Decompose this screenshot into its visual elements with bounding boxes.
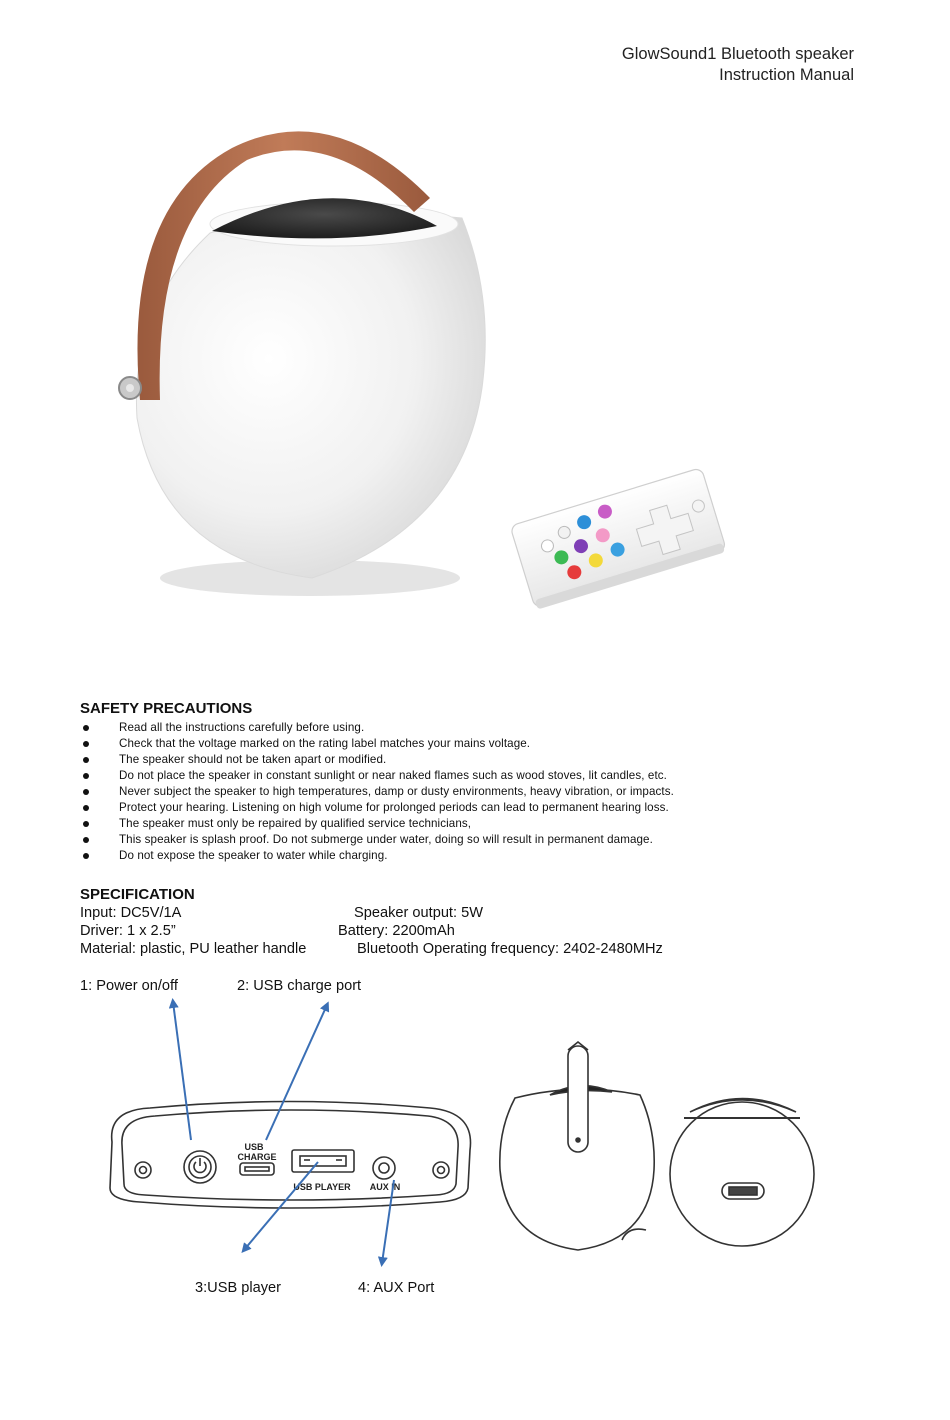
power-button-icon [184,1151,216,1183]
bullet-icon [83,725,89,731]
speaker-ball [136,198,485,578]
product-title: GlowSound1 Bluetooth speaker [621,45,854,63]
safety-text: Protect your hearing. Listening on high volume for prolonged periods can lead to permanent hearing loss. [119,801,669,814]
panel-usb-label: USB [244,1142,264,1152]
list-item [80,816,860,832]
label-power: 1: Power on/off [80,978,178,994]
label-usb-charge: 2: USB charge port [237,978,362,994]
bullet-icon [83,821,89,827]
bullet-icon [83,853,89,859]
callout-arrows [173,1002,394,1263]
spec-material: Material: plastic, PU leather handle [80,941,307,957]
arrow-usb-charge [266,1005,327,1140]
spec-input: Input: DC5V/1A [80,905,182,921]
safety-list [80,720,860,864]
list-item [80,784,860,800]
list-item [80,720,860,736]
arrow-aux [382,1180,394,1263]
list-item [80,800,860,816]
safety-text: Never subject the speaker to high temperatures, damp or dusty environments, heavy vibration, or impacts. [119,785,674,798]
safety-text: The speaker should not be taken apart or modified. [119,753,387,766]
safety-text: This speaker is splash proof. Do not submerge under water, doing so will result in permanent damage. [119,833,653,846]
usb-charge-port-icon [240,1163,274,1175]
bullet-icon [83,741,89,747]
rear-panel [110,1102,471,1209]
spec-battery: Battery: 2200mAh [338,923,455,939]
label-usb-player: 3:USB player [195,1280,281,1296]
spec-frequency: Bluetooth Operating frequency: 2402-2480MHz [357,941,663,957]
safety-text: Do not expose the speaker to water while charging. [119,849,388,862]
safety-heading: SAFETY PRECAUTIONS [80,700,253,717]
bullet-icon [83,837,89,843]
safety-text: Read all the instructions carefully before using. [119,721,365,734]
spec-heading: SPECIFICATION [80,886,195,903]
panel-charge-label: CHARGE [237,1152,277,1162]
bullet-icon [83,757,89,763]
safety-text: The speaker must only be repaired by qualified service technicians, [119,817,472,830]
spec-driver: Driver: 1 x 2.5” [80,923,176,939]
safety-text: Do not place the speaker in constant sunlight or near naked flames such as wood stoves, lit candles, etc. [119,769,667,782]
list-item [80,832,860,848]
bullet-icon [83,789,89,795]
list-item [80,752,860,768]
safety-text: Check that the voltage marked on the rating label matches your mains voltage. [119,737,531,750]
side-view-drawing [500,1042,654,1250]
aux-port-icon [373,1157,395,1179]
label-aux: 4: AUX Port [358,1280,435,1296]
remote-control [510,468,727,611]
usb-player-port-icon [292,1150,354,1172]
list-item [80,768,860,784]
manual-subtitle: Instruction Manual [719,66,854,84]
ports-diagram [0,990,950,1280]
bullet-icon [83,773,89,779]
screw-icon [135,1162,151,1178]
screw-icon [433,1162,449,1178]
list-item [80,736,860,752]
arrow-power [173,1002,191,1140]
spec-speaker-output: Speaker output: 5W [354,905,483,921]
product-photo [82,108,762,628]
list-item [80,848,860,864]
back-view-drawing [670,1099,814,1247]
panel-usb-player-label: USB PLAYER [293,1182,351,1192]
panel-aux-in-label: AUX IN [369,1182,401,1192]
bullet-icon [83,805,89,811]
manual-header [622,44,854,86]
